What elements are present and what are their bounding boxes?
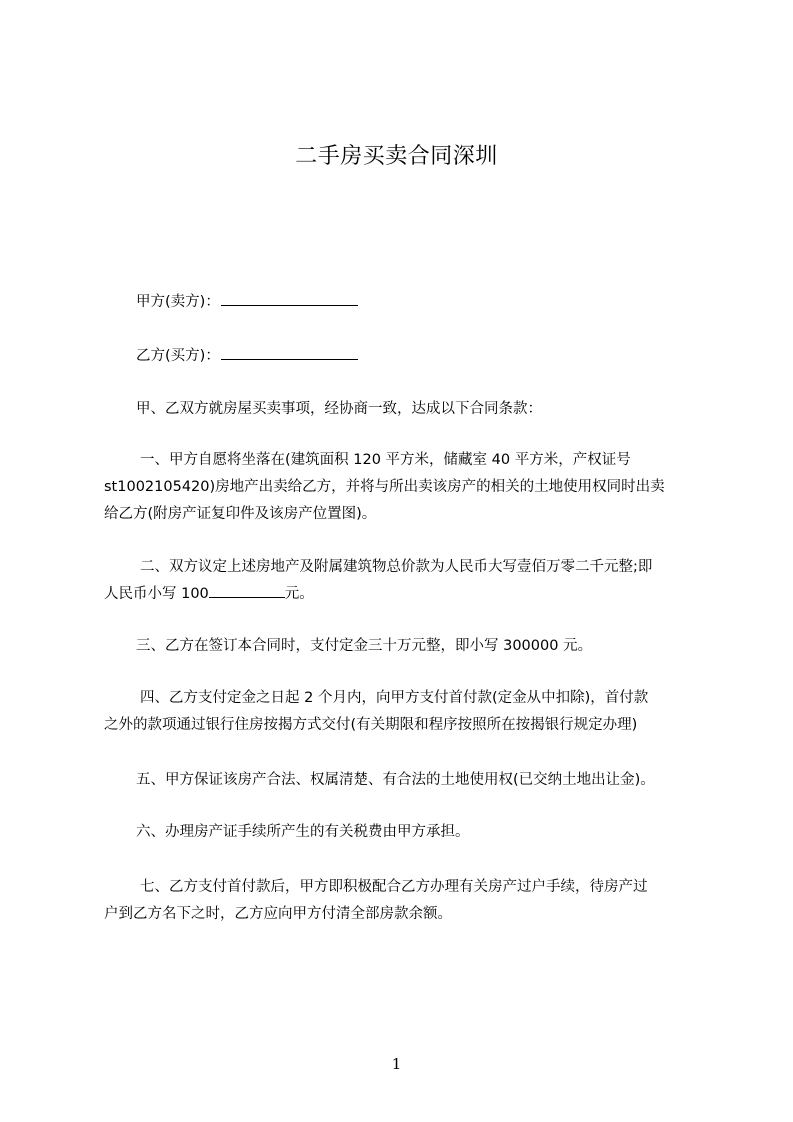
clause-4 [104, 685, 694, 739]
clause-1-line-3: 给乙方(附房产证复印件及该房产位置图)。 [104, 506, 377, 522]
clause-6-text: 六、办理房产证手续所产生的有关税费由甲方承担。 [136, 824, 470, 840]
clause-2-amount-prefix: 人民币小写 100 [104, 586, 209, 602]
clause-1 [104, 447, 694, 528]
clause-7 [104, 874, 694, 928]
clause-2-line-2 [104, 581, 694, 608]
seller-line [136, 291, 358, 312]
intro-paragraph [104, 396, 694, 423]
clause-7-line-2: 户到乙方名下之时，乙方应向甲方付清全部房款余额。 [104, 906, 452, 922]
clause-1-line-1: 一、甲方自愿将坐落在(建筑面积 120 平方米，储藏室 40 平方米，产权证号 [140, 452, 631, 468]
clause-2-amount-blank [209, 583, 285, 598]
seller-blank [221, 291, 358, 306]
clause-5-text: 五、甲方保证该房产合法、权属清楚、有合法的土地使用权(已交纳土地出让金)。 [136, 772, 655, 788]
clause-6 [104, 819, 694, 846]
clause-4-line-1: 四、乙方支付定金之日起 2 个月内，向甲方支付首付款(定金从中扣除)，首付款 [140, 690, 649, 706]
intro-text: 甲、乙双方就房屋买卖事项，经协商一致，达成以下合同条款： [136, 401, 542, 417]
clause-2 [104, 554, 694, 608]
clause-7-line-1: 七、乙方支付首付款后，甲方即积极配合乙方办理有关房产过户手续，待房产过 [140, 879, 648, 895]
clause-3-text: 三、乙方在签订本合同时，支付定金三十万元整，即小写 300000 元。 [136, 638, 593, 654]
clause-5 [104, 767, 694, 794]
buyer-line [136, 345, 358, 366]
clause-4-line-2: 之外的款项通过银行住房按揭方式交付(有关期限和程序按照所在按揭银行规定办理) [104, 717, 638, 733]
buyer-blank [221, 345, 358, 360]
clause-1-line-2: st1002105420)房地产出卖给乙方，并将与所出卖该房产的相关的土地使用权同时出卖 [104, 479, 665, 495]
document-title: 二手房买卖合同深圳 [295, 144, 498, 169]
clause-2-line-1: 二、双方议定上述房地产及附属建筑物总价款为人民币大写壹佰万零二千元整;即 [140, 559, 653, 575]
page-number: 1 [391, 1055, 402, 1073]
clause-3 [104, 633, 694, 660]
seller-label: 甲方(卖方)： [136, 294, 220, 310]
buyer-label: 乙方(买方)： [136, 348, 220, 364]
clause-2-amount-suffix: 元。 [284, 586, 314, 602]
